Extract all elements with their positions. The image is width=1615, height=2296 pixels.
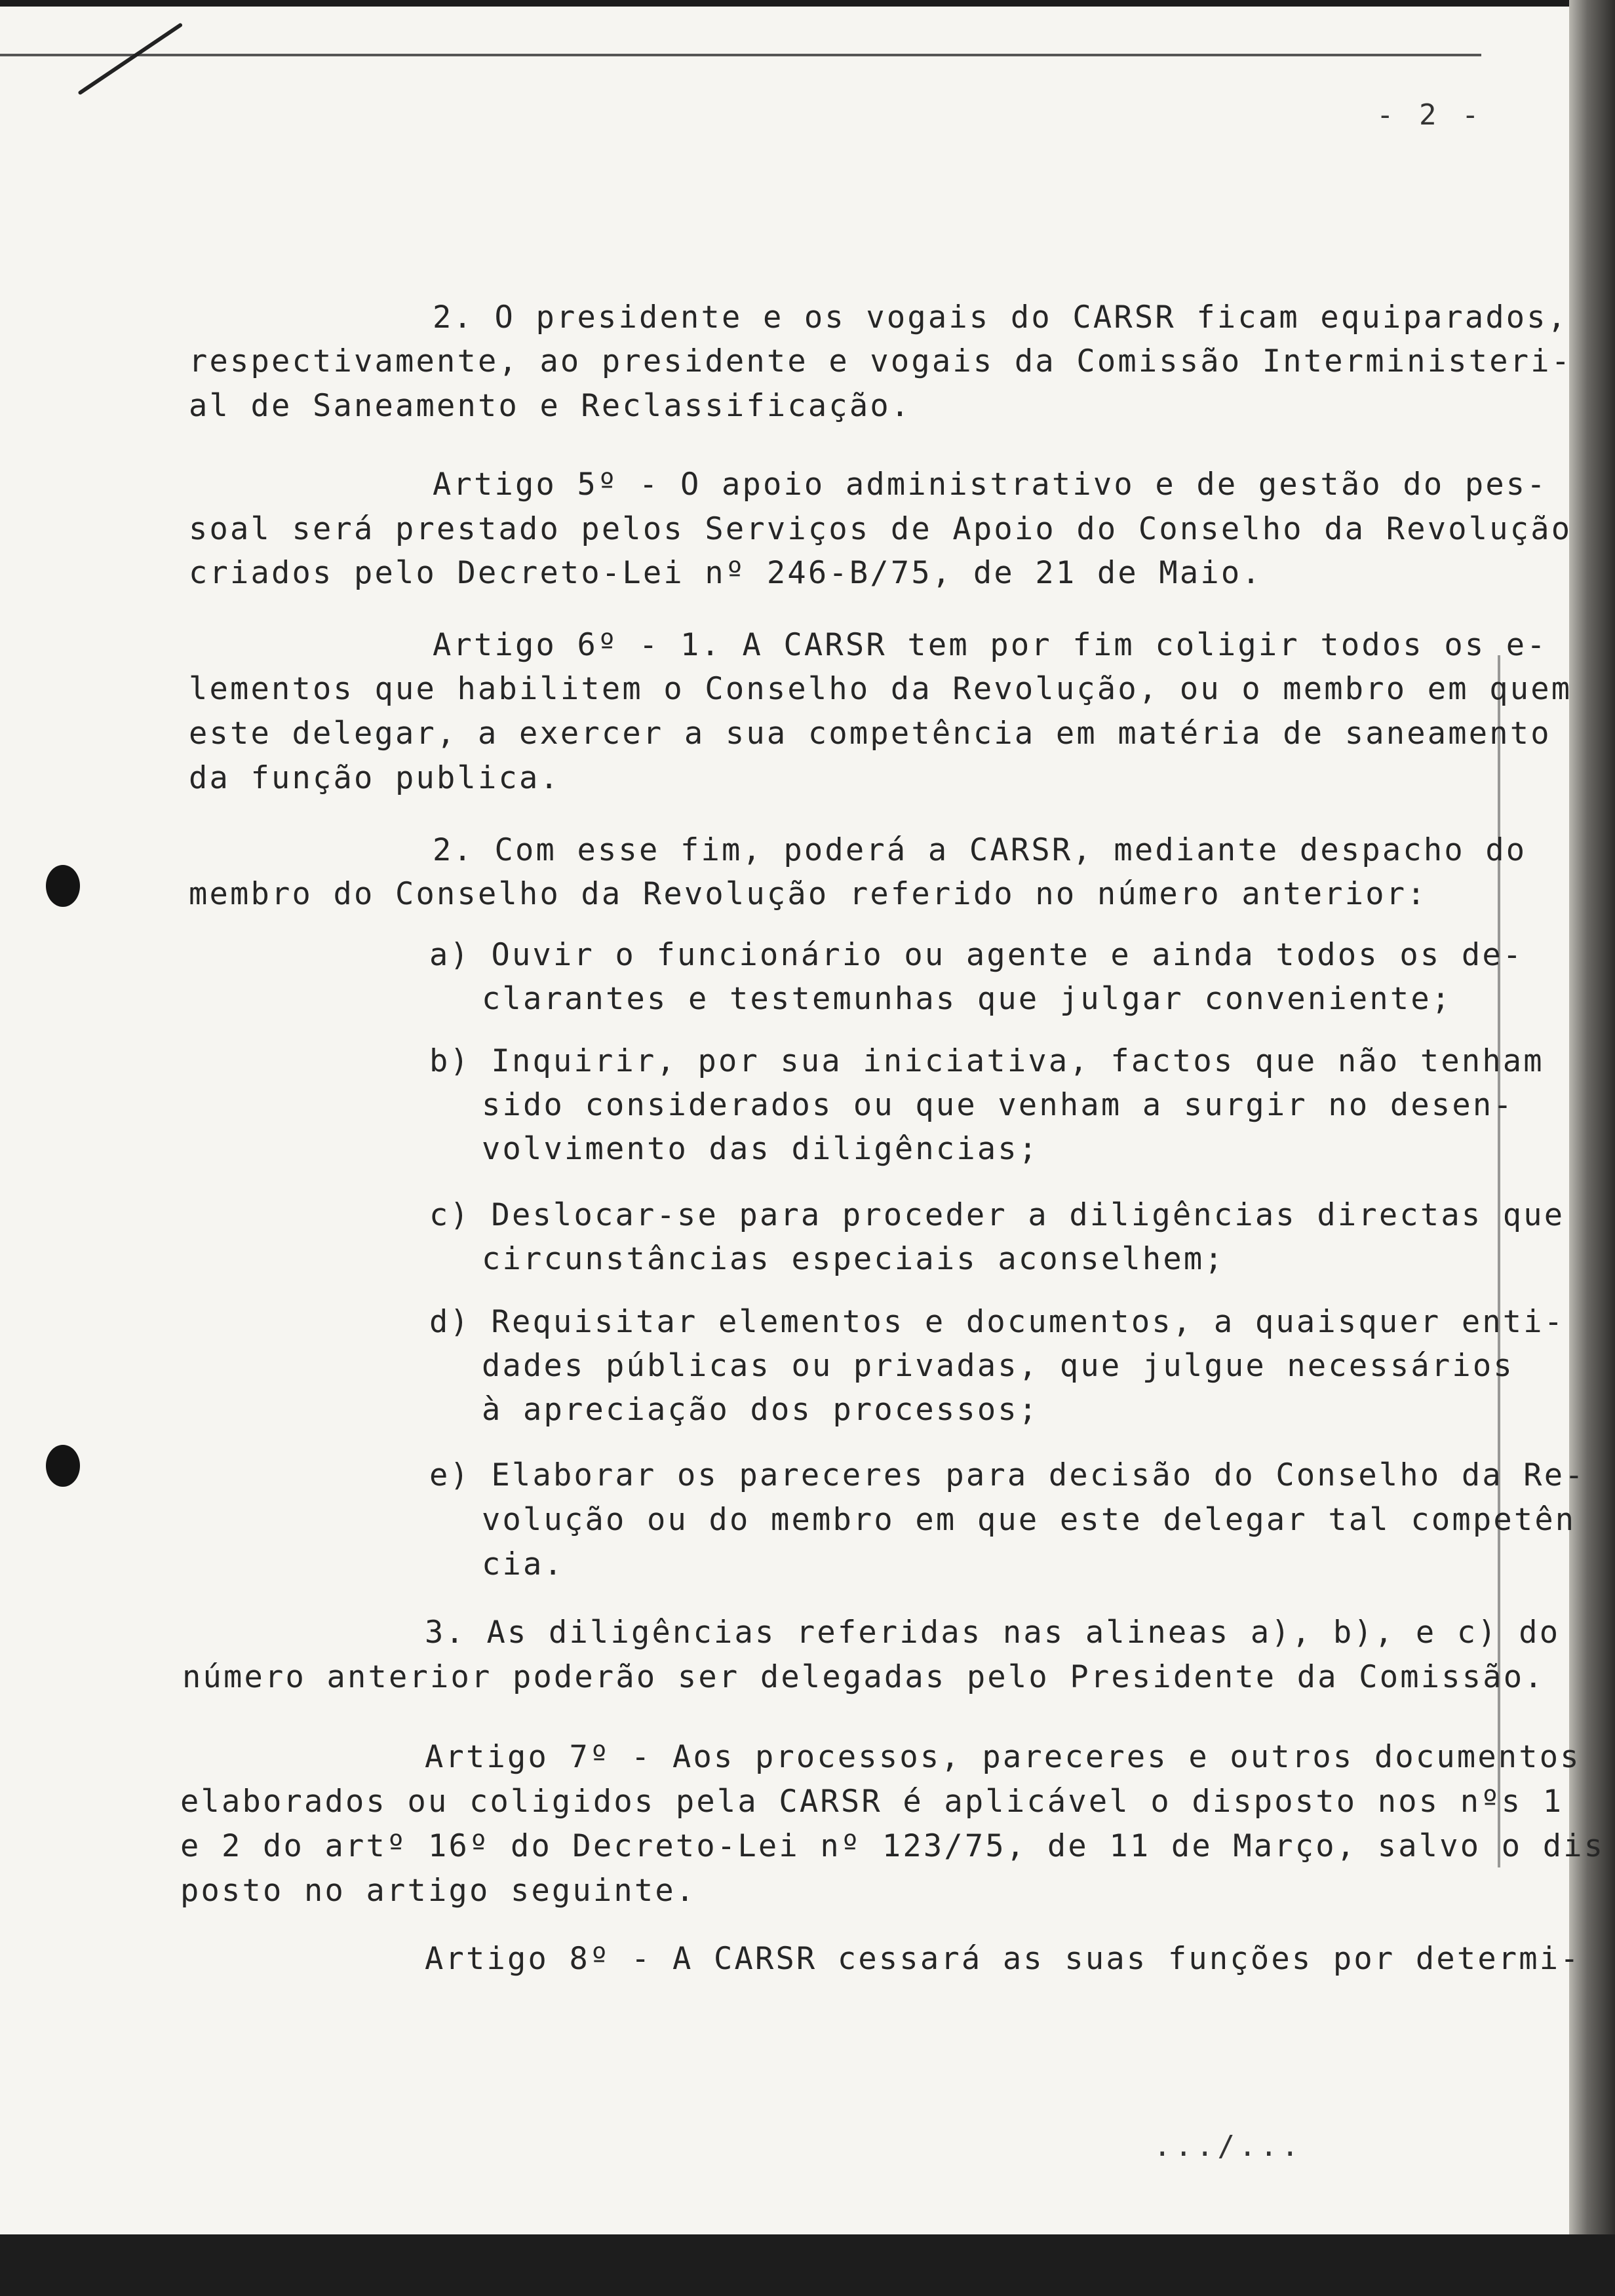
text-line: criados pelo Decreto-Lei nº 246-B/75, de 21 de Maio. bbox=[189, 555, 1262, 591]
text-line: d) Requisitar elementos e documentos, a quaisquer enti- bbox=[429, 1304, 1565, 1340]
text-line: e) Elaborar os pareceres para decisão do Conselho da Re- bbox=[429, 1457, 1586, 1493]
scan-top-edge bbox=[0, 0, 1615, 7]
text-line: clarantes e testemunhas que julgar conveniente; bbox=[482, 981, 1452, 1017]
text-line: 3. As diligências referidas nas alineas a), b), e c) do bbox=[425, 1615, 1561, 1651]
text-line: elaborados ou coligidos pela CARSR é aplicável o disposto nos nºs 1 bbox=[180, 1784, 1564, 1820]
text-line: este delegar, a exercer a sua competência em matéria de saneamento bbox=[189, 716, 1551, 752]
text-line: b) Inquirir, por sua iniciativa, factos que não tenham bbox=[429, 1043, 1544, 1079]
text-line: volução ou do membro em que este delegar tal competên bbox=[482, 1502, 1576, 1538]
text-line: à apreciação dos processos; bbox=[482, 1392, 1040, 1428]
text-line: 2. Com esse fim, poderá a CARSR, mediante despacho do bbox=[433, 832, 1527, 868]
text-line: a) Ouvir o funcionário ou agente e ainda todos os de- bbox=[429, 937, 1524, 973]
scan-bottom-edge bbox=[0, 2234, 1615, 2296]
text-line: circunstâncias especiais aconselhem; bbox=[482, 1241, 1225, 1277]
scan-top-rule bbox=[0, 54, 1481, 56]
text-line: Artigo 8º - A CARSR cessará as suas funções por determi- bbox=[425, 1941, 1581, 1977]
continuation-mark: .../... bbox=[1154, 2130, 1303, 2163]
text-line: volvimento das diligências; bbox=[482, 1131, 1040, 1167]
corner-pen-mark bbox=[77, 22, 183, 95]
text-line: sido considerados ou que venham a surgir no desen- bbox=[482, 1087, 1514, 1123]
text-line: cia. bbox=[482, 1546, 564, 1582]
page-number: - 2 - bbox=[1376, 98, 1483, 132]
punch-hole-top bbox=[46, 865, 80, 907]
text-line: Artigo 6º - 1. A CARSR tem por fim coligir todos os e- bbox=[433, 627, 1547, 663]
text-line: 2. O presidente e os vogais do CARSR ficam equiparados, bbox=[433, 299, 1568, 335]
text-line: posto no artigo seguinte. bbox=[180, 1873, 697, 1909]
punch-hole-bottom bbox=[46, 1445, 80, 1487]
text-line: membro do Conselho da Revolução referido no número anterior: bbox=[189, 876, 1428, 912]
text-line: al de Saneamento e Reclassificação. bbox=[189, 388, 912, 424]
text-line: lementos que habilitem o Conselho da Revolução, ou o membro em quem bbox=[189, 671, 1572, 707]
text-line: da função publica. bbox=[189, 760, 560, 796]
text-line: dades públicas ou privadas, que julgue necessários bbox=[482, 1348, 1514, 1384]
text-line: respectivamente, ao presidente e vogais da Comissão Interministeri- bbox=[189, 343, 1572, 379]
text-line: e 2 do artº 16º do Decreto-Lei nº 123/75, de 11 de Março, salvo o dis bbox=[180, 1828, 1605, 1864]
text-line: soal será prestado pelos Serviços de Apoio do Conselho da Revolução bbox=[189, 511, 1572, 547]
text-line: Artigo 5º - O apoio administrativo e de gestão do pes- bbox=[433, 467, 1547, 503]
text-line: Artigo 7º - Aos processos, pareceres e outros documentos bbox=[425, 1739, 1581, 1775]
text-line: número anterior poderão ser delegadas pelo Presidente da Comissão. bbox=[182, 1659, 1545, 1695]
text-line: c) Deslocar-se para proceder a diligências directas que bbox=[429, 1197, 1565, 1233]
